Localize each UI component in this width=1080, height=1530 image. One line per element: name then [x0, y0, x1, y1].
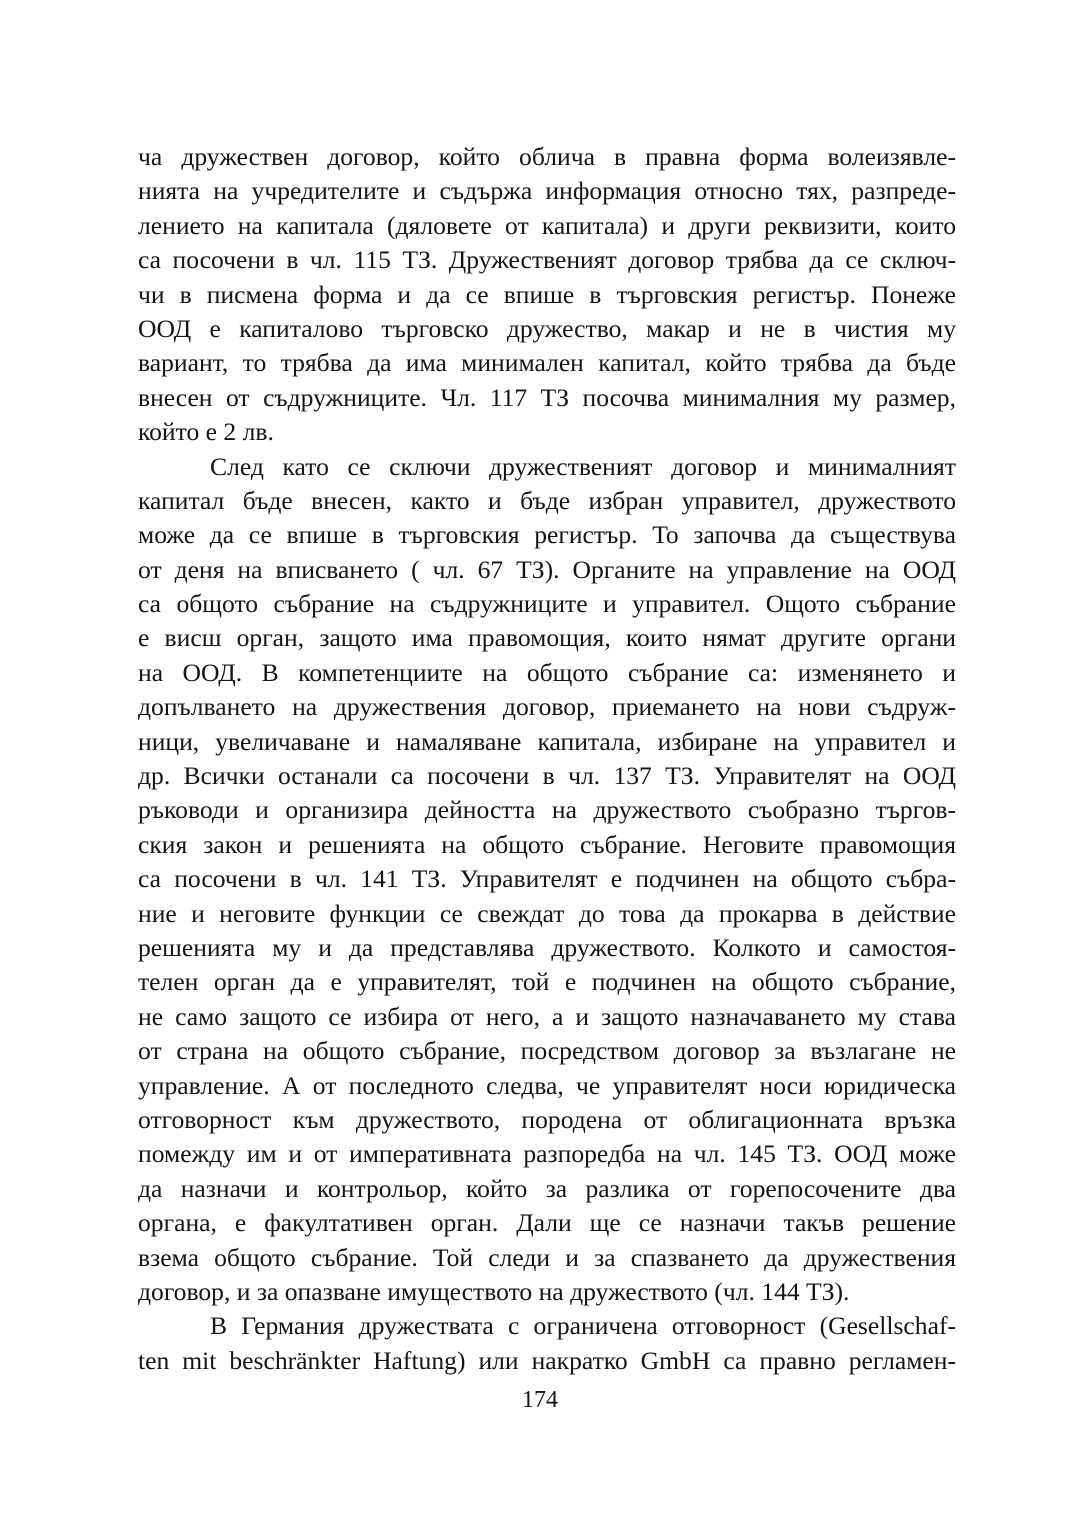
text-line: от страна на общото събрание, посредством договор за възлагане не	[138, 1036, 956, 1066]
text-line: ския закон и решенията на общото събрание. Неговите правомощия	[138, 829, 956, 859]
text-line: В Германия дружествата с ограничена отговорност (Gesellschaf-	[210, 1311, 956, 1341]
text-line: ръководи и организира дейността на дружеството съобразно търгов-	[138, 795, 956, 825]
text-line: ООД е капиталово търговско дружество, макар и не в чистия му	[138, 313, 956, 343]
text-line: вариант, то трябва да има минимален капитал, който трябва да бъде	[138, 348, 956, 378]
page-number: 174	[522, 1387, 558, 1413]
text-line: е висш орган, защото има правомощия, които нямат другите органи	[138, 623, 956, 653]
text-line: ние и неговите функции се свеждат до това да прокарва в действие	[138, 898, 956, 928]
text-line: управление. А от последното следва, че управителят носи юридическа	[138, 1070, 956, 1100]
text-line: внесен от съдружниците. Чл. 117 ТЗ посочва минималния му размер,	[138, 382, 956, 412]
text-line: телен орган да е управителят, той е подчинен на общото събрание,	[138, 967, 956, 997]
text-line: може да се впише в търговския регистър. То започва да съществува	[138, 520, 956, 550]
text-line: След като се сключи дружественият договор и минималният	[210, 451, 956, 481]
text-line: ча дружествен договор, който облича в правна форма волеизявле-	[138, 142, 956, 171]
text-line: чи в писмена форма и да се впише в търговския регистър. Понеже	[138, 279, 956, 309]
text-line: др. Всички останали са посочени в чл. 137 ТЗ. Управителят на ООД	[138, 761, 956, 791]
text-line: на ООД. В компетенциите на общото събрание са: изменянето и	[138, 657, 956, 687]
text-line: решенията му и да представлява дружеството. Колкото и самостоя-	[138, 932, 956, 962]
text-line: да назначи и контрольор, който за разлика от горепосочените два	[138, 1173, 956, 1203]
text-line: допълването на дружествения договор, приемането на нови съдруж-	[138, 692, 956, 722]
text-line: нията на учредителите и съдържа информация относно тях, разпреде-	[138, 176, 956, 206]
text-line: договор, и за опазване имуществото на дружеството (чл. 144 ТЗ).	[138, 1276, 850, 1306]
text-line: капитал бъде внесен, както и бъде избран управител, дружеството	[138, 485, 956, 515]
text-line: ten mit beschränkter Haftung) или накратко GmbH са правно регламен-	[138, 1345, 956, 1375]
body-text	[138, 140, 956, 1378]
text-line: взема общото събрание. Той следи и за спазването да дружествения	[138, 1242, 956, 1272]
text-line: помежду им и от императивната разпоредба на чл. 145 ТЗ. ООД може	[138, 1139, 956, 1169]
text-line: от деня на вписването ( чл. 67 ТЗ). Органите на управление на ООД	[138, 554, 956, 584]
text-line: отговорност към дружеството, породена от облигационната връзка	[138, 1104, 956, 1134]
text-line: органа, е факултативен орган. Дали ще се назначи такъв решение	[138, 1208, 956, 1238]
text-line: са общото събрание на съдружниците и управител. Ощото събрание	[138, 589, 956, 619]
text-line: лението на капитала (дяловете от капитала) и други реквизити, които	[138, 210, 956, 240]
text-line: който е 2 лв.	[138, 417, 274, 447]
text-line: ници, увеличаване и намаляване капитала, избиране на управител и	[138, 726, 956, 756]
text-line: са посочени в чл. 141 ТЗ. Управителят е подчинен на общото събра-	[138, 864, 956, 894]
text-line: са посочени в чл. 115 ТЗ. Дружественият договор трябва да се сключ-	[138, 245, 956, 275]
text-line: не само защото се избира от него, а и защото назначаването му става	[138, 1001, 956, 1031]
